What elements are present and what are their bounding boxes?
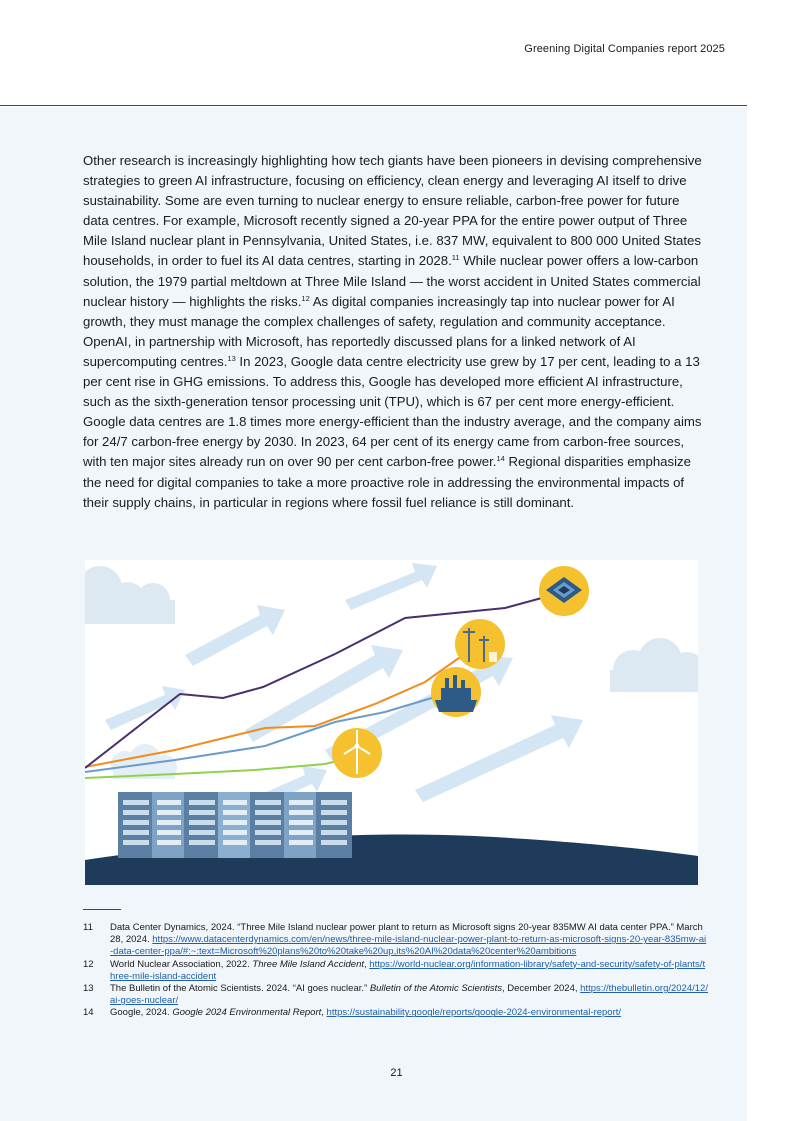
footnote-link[interactable]: https://world-nuclear.org/information-library/safety-and-security/safety-of-plants/three-mile-island-accident bbox=[110, 958, 706, 982]
power-lines-icon bbox=[455, 619, 505, 669]
footnote-link[interactable]: https://www.datacenterdynamics.com/en/news/three-mile-island-nuclear-power-plant-to-return-as-microsoft-signs-20-year-835mw-ai-data-center-ppa/#:~:text=Microsoft%20plans%20to%20take%20up,its%20AI%20data%20center%20ambitions bbox=[110, 934, 707, 958]
footnote-link[interactable]: https://thebulletin.org/2024/12/ai-goes-nuclear/ bbox=[110, 983, 708, 1007]
footnote-number: 12 bbox=[83, 958, 94, 970]
footnote-ref-12[interactable]: 12 bbox=[301, 293, 310, 303]
footnote-text-after-title: , bbox=[364, 958, 370, 970]
report-title: Greening Digital Companies report 2025 bbox=[524, 43, 725, 55]
footnote-12 bbox=[83, 959, 708, 983]
footnote-ref-11[interactable]: 11 bbox=[451, 253, 460, 263]
footnote-source-title: Bulletin of the Atomic Scientists bbox=[369, 983, 502, 995]
ai-chip-icon bbox=[539, 566, 589, 616]
page-header bbox=[0, 0, 747, 106]
footnote-13 bbox=[83, 983, 708, 1007]
body-text-part-1: Other research is increasingly highlighting how tech giants have been pioneers in devising comprehensive strategies to green AI infrastructure, focusing on efficiency, clean energy and leveraging AI itself to drive sustainability. Some are even turning to nuclear energy to ensure reliable, carbon-free power for future data centres. For example, Microsoft recently signed a 20-year PPA for the entire power output of Three Mile Island nuclear plant in Pennsylvania, United States, i.e. 837 MW, equivalent to 800 000 United States households, in order to fuel its AI data centres, starting in 2028. bbox=[83, 153, 702, 269]
cloud-icon bbox=[85, 566, 175, 624]
footnote-text: World Nuclear Association, 2022. bbox=[110, 958, 253, 970]
footnote-divider bbox=[83, 909, 121, 910]
footnote-number: 11 bbox=[83, 922, 93, 933]
footnote-ref-14[interactable]: 14 bbox=[496, 454, 505, 464]
footnote-link[interactable]: https://sustainability.google/reports/google-2024-environmental-report/ bbox=[326, 1007, 622, 1019]
footnote-source-title: Google 2024 Environmental Report bbox=[172, 1007, 322, 1019]
body-text-part-5: Regional disparities emphasize the need for digital companies to take a more proactive role in addressing the environmental impacts of their supply chains, in particular in regions where fossil fuel reliance is still dominant. bbox=[83, 454, 691, 510]
footnote-source-title: Three Mile Island Accident bbox=[252, 958, 364, 970]
ai-energy-illustration bbox=[85, 560, 698, 885]
footnote-text: The Bulletin of the Atomic Scientists. 2024. “AI goes nuclear.” bbox=[110, 983, 370, 995]
footnote-text: Data Center Dynamics, 2024. “Three Mile Island nuclear power plant to return as Microsoft signs 20-year 835MW AI data center PPA.” March 28, 2024. bbox=[110, 922, 703, 946]
illustration-svg bbox=[85, 560, 698, 885]
power-plant-icon bbox=[431, 667, 481, 717]
body-text-part-2: While nuclear power offers a low-carbon solution, the 1979 partial meltdown at Three Mile Island — the worst accident in United States commercial nuclear history — highlights the risks. bbox=[83, 253, 701, 309]
body-text-part-4: In 2023, Google data centre electricity use grew by 17 per cent, leading to a 13 per cent rise in GHG emissions. To address this, Google has developed more efficient AI infrastructure, such as the sixth-generation tensor processing unit (TPU), which is 67 per cent more energy-efficient. Google data centres are 1.8 times more energy-efficient than the industry average, and the company aims for 24/7 carbon-free energy by 2030. In 2023, 64 per cent of its energy came from carbon-free sources, with ten major sites already run on over 90 per cent carbon-free power. bbox=[83, 353, 702, 470]
body-text-part-3: As digital companies increasingly tap into nuclear power for AI growth, they must manage the complex challenges of safety, regulation and community acceptance. OpenAI, in partnership with Microsoft, has reportedly discussed plans for a linked network of AI supercomputing centres. bbox=[83, 293, 675, 369]
page-number: 21 bbox=[390, 1067, 403, 1079]
server-racks bbox=[118, 792, 352, 858]
footnote-text-after-title: , December 2024, bbox=[502, 983, 581, 995]
footnote-number: 13 bbox=[83, 983, 94, 995]
cloud-icon bbox=[610, 638, 698, 692]
footnote-text-after-title: , bbox=[321, 1007, 327, 1019]
wind-turbine-icon bbox=[332, 728, 382, 778]
arrow-decorations bbox=[105, 563, 583, 820]
footnote-11 bbox=[83, 922, 708, 959]
footnote-text: Google, 2024. bbox=[110, 1007, 173, 1019]
body-paragraph bbox=[83, 151, 708, 513]
footnote-number: 14 bbox=[83, 1007, 94, 1019]
footnote-14 bbox=[83, 1007, 708, 1019]
footnotes bbox=[83, 922, 708, 1020]
footnote-ref-13[interactable]: 13 bbox=[227, 353, 236, 363]
